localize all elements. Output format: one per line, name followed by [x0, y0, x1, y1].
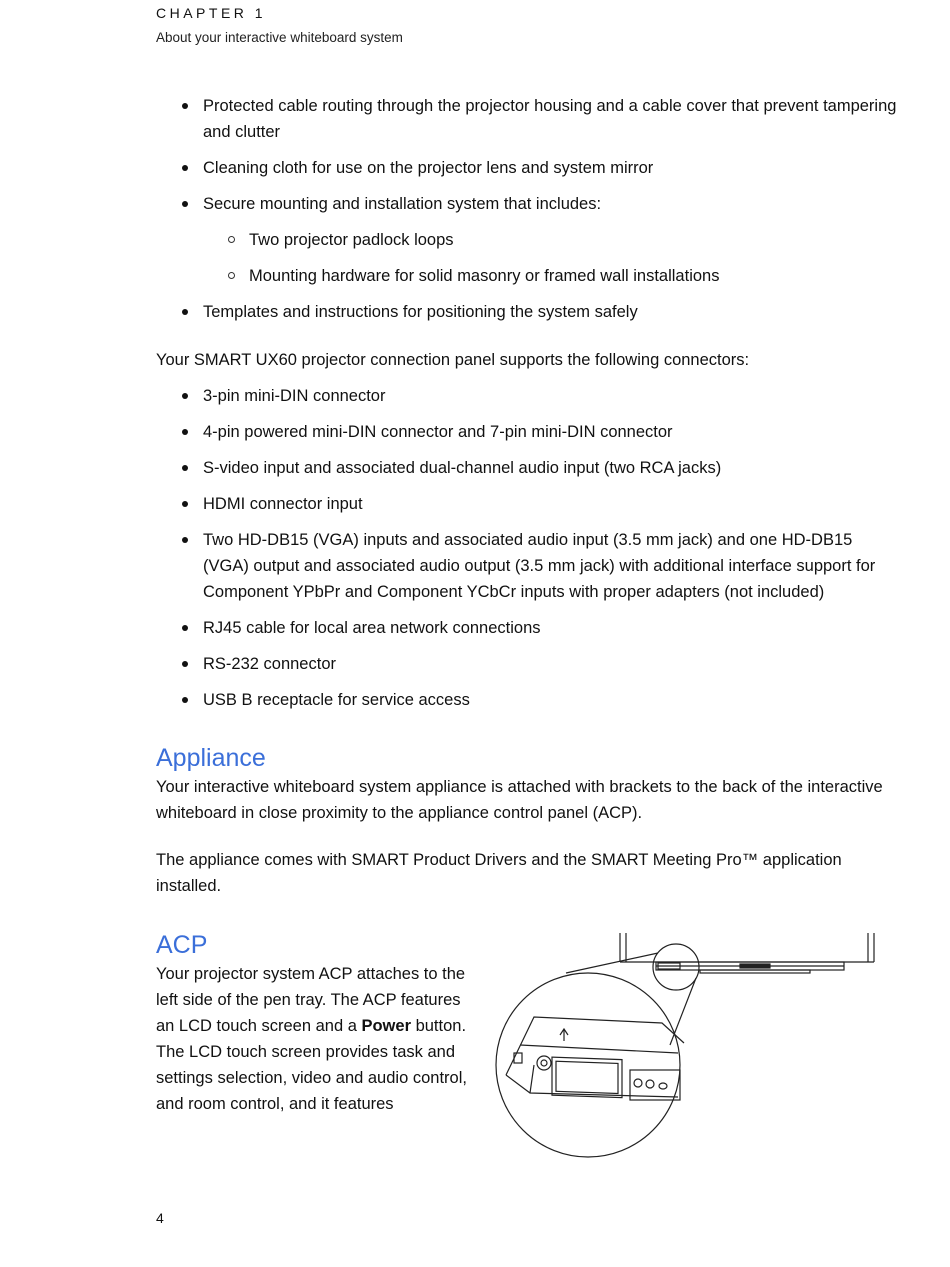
chapter-subtitle: About your interactive whiteboard system: [156, 30, 403, 45]
bullet-icon: [182, 393, 188, 399]
list-item: 3-pin mini-DIN connector: [203, 387, 386, 405]
connectors-intro: Your SMART UX60 projector connection panel supports the following connectors:: [156, 351, 750, 369]
list-item: S-video input and associated dual-channel audio input (two RCA jacks): [203, 459, 722, 477]
bullet-icon: [182, 309, 188, 315]
acp-heading: ACP: [156, 931, 208, 959]
list-item: Templates and instructions for positioning the system safely: [203, 303, 638, 321]
list-item: 4-pin powered mini-DIN connector and 7-pin mini-DIN connector: [203, 423, 673, 441]
sub-bullet-icon: [228, 272, 235, 279]
page-number: 4: [156, 1210, 164, 1226]
list-item: Secure mounting and installation system that includes:: [203, 195, 602, 213]
acp-illustration: [490, 925, 890, 1170]
appliance-heading: Appliance: [156, 744, 266, 772]
list-item: RJ45 cable for local area network connections: [203, 619, 541, 637]
acp-text: Your projector system ACP attaches to the left side of the pen tray. The ACP features an LCD touch screen and a: [156, 965, 466, 1035]
bullet-icon: [182, 429, 188, 435]
sub-bullet-icon: [228, 236, 235, 243]
bullet-icon: [182, 537, 188, 543]
acp-paragraph: [156, 961, 478, 1117]
bullet-icon: [182, 501, 188, 507]
bullet-icon: [182, 697, 188, 703]
power-button-icon: [537, 1056, 551, 1070]
acp-text: button. The LCD touch screen provides task and settings selection, video and audio control, and room control, and it features: [156, 1017, 467, 1113]
list-item: HDMI connector input: [203, 495, 363, 513]
bullet-icon: [182, 201, 188, 207]
power-term: Power: [361, 1017, 411, 1035]
list-item: RS-232 connector: [203, 655, 336, 673]
appliance-paragraph: Your interactive whiteboard system appliance is attached with brackets to the back of the interactive whiteboard in close proximity to the appliance control panel (ACP).: [156, 778, 883, 822]
list-item: Protected cable routing through the projector housing and a cable cover that prevent tampering and clutter: [203, 97, 897, 141]
chapter-label: CHAPTER 1: [156, 5, 267, 21]
appliance-paragraph: The appliance comes with SMART Product Drivers and the SMART Meeting Pro™ application installed.: [156, 851, 842, 895]
bullet-icon: [182, 661, 188, 667]
list-item: Cleaning cloth for use on the projector lens and system mirror: [203, 159, 654, 177]
list-item: USB B receptacle for service access: [203, 691, 470, 709]
sub-list-item: Mounting hardware for solid masonry or framed wall installations: [249, 267, 720, 285]
sub-list-item: Two projector padlock loops: [249, 231, 454, 249]
bullet-icon: [182, 165, 188, 171]
bullet-icon: [182, 465, 188, 471]
bullet-icon: [182, 625, 188, 631]
list-item: Two HD-DB15 (VGA) inputs and associated audio input (3.5 mm jack) and one HD-DB15 (VGA) output and associated audio output (3.5 mm jack) with additional interface support for Component YPbPr and Component YCbCr inputs with proper adapters (not included): [203, 531, 876, 601]
bullet-icon: [182, 103, 188, 109]
